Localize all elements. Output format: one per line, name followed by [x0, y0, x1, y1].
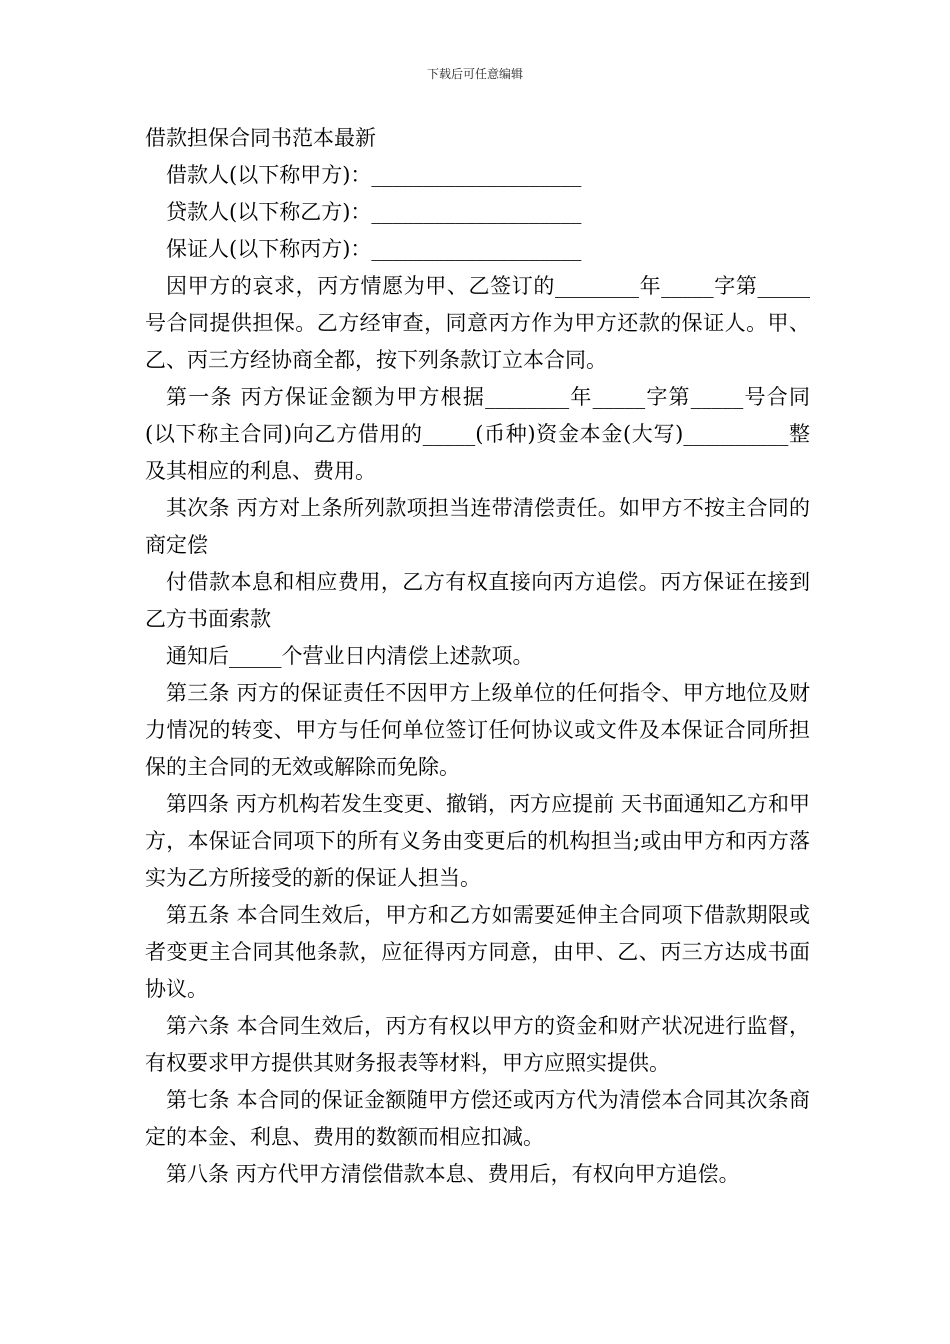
clause-4: 第四条 丙方机构若发生变更、撤销，丙方应提前 天书面通知乙方和甲方，本保证合同项下的所有义务由变更后的机构担当;或由甲方和丙方落实为乙方所接受的新的保证人担当。 [145, 792, 810, 890]
page-header: 下载后可任意编辑 [426, 67, 523, 81]
clause-2-part-1: 其次条 丙方对上条所列款项担当连带清偿责任。如甲方不按主合同的商定偿 [145, 496, 810, 557]
party-lender: 贷款人(以下称乙方)：____________________ [166, 200, 582, 224]
clause-2-part-3: 通知后_____个营业日内清偿上述款项。 [166, 644, 534, 668]
clause-1: 第一条 丙方保证金额为甲方根据________年_____字第_____号合同(以下称主合同)向乙方借用的_____(币种)资金本金(大写)__________整及其相应的利息、费用。 [145, 385, 810, 483]
clause-2-part-2: 付借款本息和相应费用，乙方有权直接向丙方追偿。丙方保证在接到乙方书面索款 [145, 570, 810, 631]
party-borrower: 借款人(以下称甲方)：____________________ [166, 163, 582, 187]
clause-7: 第七条 本合同的保证金额随甲方偿还或丙方代为清偿本合同其次条商定的本金、利息、费用的数额而相应扣减。 [145, 1088, 810, 1149]
clause-3: 第三条 丙方的保证责任不因甲方上级单位的任何指令、甲方地位及财力情况的转变、甲方与任何单位签订任何协议或文件及本保证合同所担保的主合同的无效或解除而免除。 [145, 681, 810, 779]
document-body [145, 120, 810, 1193]
clause-6: 第六条 本合同生效后，丙方有权以甲方的资金和财产状况进行监督，有权要求甲方提供其财务报表等材料，甲方应照实提供。 [145, 1014, 810, 1075]
clause-8: 第八条 丙方代甲方清偿借款本息、费用后，有权向甲方追偿。 [166, 1162, 740, 1186]
clause-5: 第五条 本合同生效后，甲方和乙方如需要延伸主合同项下借款期限或者变更主合同其他条款，应征得丙方同意，由甲、乙、丙三方达成书面协议。 [145, 903, 810, 1001]
party-guarantor: 保证人(以下称丙方)：____________________ [166, 237, 582, 261]
document-title: 借款担保合同书范本最新 [145, 126, 376, 150]
paragraph-intro: 因甲方的哀求，丙方情愿为甲、乙签订的________年_____字第_____号合同提供担保。乙方经审查，同意丙方作为甲方还款的保证人。甲、乙、丙三方经协商全都，按下列条款订立本合同。 [145, 274, 810, 372]
